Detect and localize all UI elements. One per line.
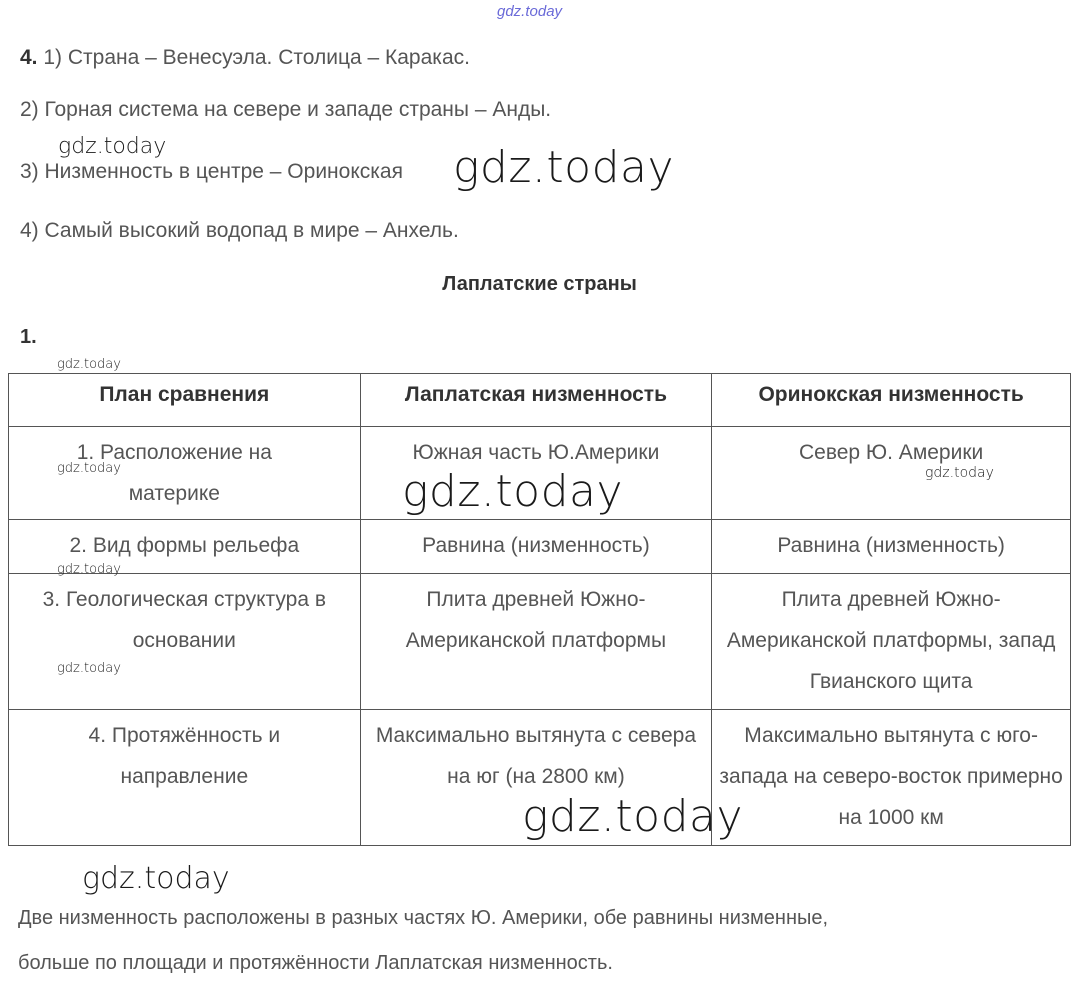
table-cell: Максимально вытянута с севера на юг (на 2800 км) (360, 710, 712, 846)
conclusion-line-2: больше по площади и протяжённости Лаплатская низменность. (18, 952, 613, 974)
table-cell: Равнина (низменность) (360, 520, 712, 574)
section-title: Лаплатские страны (442, 273, 637, 295)
table-row (9, 520, 1071, 574)
watermark: gdz.today (402, 466, 624, 517)
watermark: gdz.today (925, 465, 994, 481)
table-cell: Север Ю. Америки (712, 427, 1071, 520)
table-cell: Плита древней Южно-Американской платформы, запад Гвианского щита (712, 574, 1071, 710)
watermark-top: gdz.today (497, 3, 563, 20)
table-cell: 1. Расположение на материке (9, 427, 361, 520)
table-cell: 3. Геологическая структура в основании (9, 574, 361, 710)
conclusion-line-1: Две низменность расположены в разных частях Ю. Америки, обе равнины низменные, (18, 907, 829, 929)
watermark: gdz.today (522, 791, 744, 842)
header-plan: План сравнения (9, 374, 361, 427)
watermark: gdz.today (57, 661, 121, 676)
answer-4-line-2: 2) Горная система на севере и западе страны – Анды. (20, 98, 552, 121)
answer-4-line-4: 4) Самый высокий водопад в мире – Анхель. (20, 219, 459, 242)
watermark: gdz.today (57, 562, 121, 577)
table-cell: 4. Протяжённость и направление (9, 710, 361, 846)
answer-4-line-1-text: 1) Страна – Венесуэла. Столица – Каракас. (43, 46, 470, 69)
header-orinoco: Оринокская низменность (712, 374, 1071, 427)
answer-4-line-1 (20, 46, 470, 70)
watermark: gdz.today (57, 461, 121, 476)
table-row (9, 574, 1071, 710)
answer-4-line-3: 3) Низменность в центре – Оринокская (20, 160, 403, 183)
table-cell: Равнина (низменность) (712, 520, 1071, 574)
table-cell: Максимально вытянута с юго-запада на северо-восток примерно на 1000 км (712, 710, 1071, 846)
answer-4-number: 4. (20, 46, 38, 69)
table-cell: 2. Вид формы рельефа (9, 520, 361, 574)
watermark: gdz.today (58, 134, 167, 159)
comparison-table (8, 373, 1071, 846)
task-number: 1. (20, 326, 37, 348)
table-cell: Южная часть Ю.Америки (360, 427, 712, 520)
watermark: gdz.today (57, 357, 121, 372)
watermark: gdz.today (82, 861, 230, 896)
table-header-row (9, 374, 1071, 427)
table-cell: Плита древней Южно-Американской платформы (360, 574, 712, 710)
watermark: gdz.today (453, 142, 675, 193)
header-laplata: Лаплатская низменность (360, 374, 712, 427)
